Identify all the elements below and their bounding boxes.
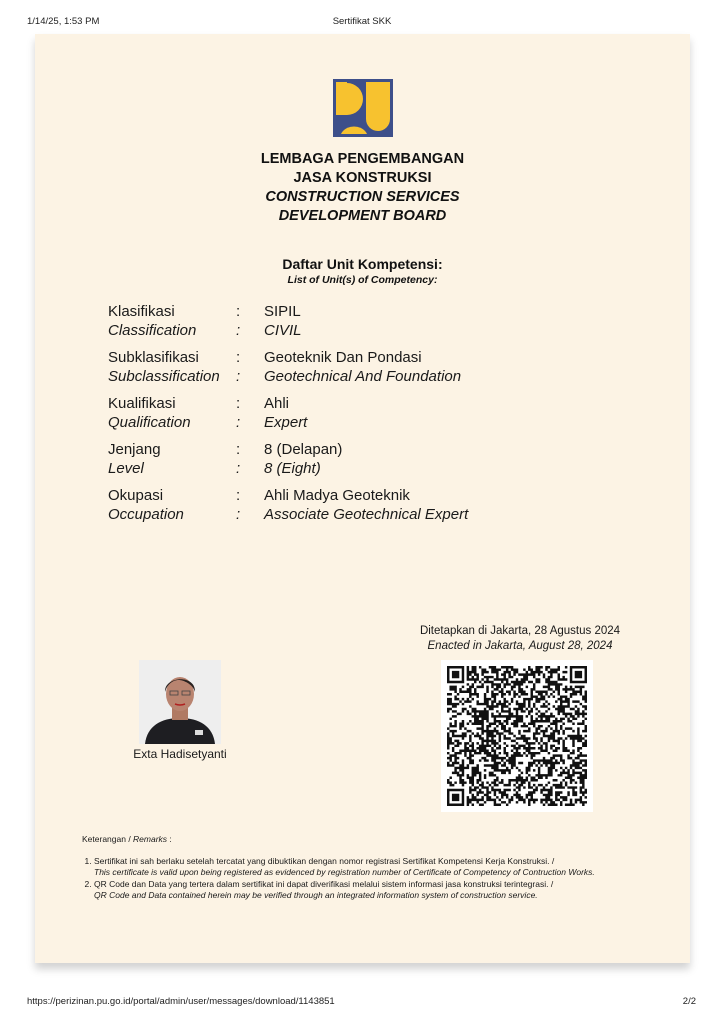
holder-photo [139,660,221,744]
field-separator: : [236,303,241,320]
field-separator: : [236,506,241,523]
remarks-title-id: Keterangan / [82,834,134,844]
qr-code[interactable] [441,660,593,812]
org-line-2: JASA KONSTRUKSI [293,170,432,186]
org-line-3: CONSTRUCTION SERVICES [265,189,460,205]
remark-text-id: Sertifikat ini sah berlaku setelah tercatat yang dibuktikan dengan nomor registrasi Sertifikat Kompetensi Kerja Konstruksi. / [94,855,555,866]
field-separator: : [236,487,241,504]
org-line-4: DEVELOPMENT BOARD [278,208,447,224]
field-value: Ahli Madya Geoteknik [264,487,410,504]
field-label: Subklasifikasi [108,349,199,366]
field-separator: : [236,414,241,431]
remarks-title-en: Remarks [133,834,168,844]
field-value-en: Expert [264,414,308,431]
print-page-title: Sertifikat SKK [332,16,392,27]
field-qualification [108,394,468,432]
field-label-en: Classification [108,322,197,339]
field-label: Klasifikasi [108,303,175,320]
enacted-en: Enacted in Jakarta, August 28, 2024 [427,640,613,652]
list-title [35,256,690,287]
field-value-en: Associate Geotechnical Expert [264,506,469,523]
field-value-en: 8 (Eight) [264,460,321,477]
field-value: Geoteknik Dan Pondasi [264,349,422,366]
remarks-list [82,856,662,902]
qr-modules [447,666,587,806]
field-label-en: Occupation [108,506,184,523]
field-value-en: Geotechnical And Foundation [264,368,462,385]
field-label: Okupasi [108,487,164,504]
field-label: Jenjang [108,441,161,458]
field-value: SIPIL [264,303,301,320]
remark-text-id: QR Code dan Data yang tertera dalam sertifikat ini dapat diverifikasi melalui sistem informasi jasa konstruksi terintegrasi. / [94,878,554,889]
field-separator: : [236,460,241,477]
remark-text-en: QR Code and Data contained herein may be verified through an integrated information system of construction service. [94,890,538,900]
remark-item [94,879,662,902]
field-separator: : [236,441,241,458]
holder-name: Exta Hadisetyanti [133,747,227,761]
certificate-page [35,34,690,963]
remarks-section [82,834,662,902]
org-line-1: LEMBAGA PENGEMBANGAN [260,151,465,167]
field-classification [108,302,468,340]
field-subclassification [108,348,468,386]
remarks-title [82,834,662,846]
print-url: https://perizinan.pu.go.id/portal/admin/user/messages/download/1143851 [27,996,335,1007]
pu-logo-icon [333,79,393,137]
enactment [405,624,635,654]
field-separator: : [236,395,241,412]
field-value-en: CIVIL [264,322,302,339]
remark-item [94,856,662,879]
field-separator: : [236,349,241,366]
remark-text-en: This certificate is valid upon being registered as evidenced by registration number of Certificate of Competency of Contruction Works. [94,867,595,877]
list-title-id: Daftar Unit Kompetensi: [282,256,443,272]
field-occupation [108,486,468,524]
print-page-count: 2/2 [682,996,696,1007]
field-value: 8 (Delapan) [264,441,343,458]
list-title-en: List of Unit(s) of Competency: [287,274,438,286]
field-label-en: Level [108,460,144,477]
competency-fields [108,302,468,532]
print-timestamp: 1/14/25, 1:53 PM [27,16,100,27]
field-separator: : [236,322,241,339]
field-label: Kualifikasi [108,395,176,412]
field-label-en: Subclassification [108,368,220,385]
organization-name [35,150,690,226]
enacted-id: Ditetapkan di Jakarta, 28 Agustus 2024 [419,625,621,637]
field-separator: : [236,368,241,385]
field-level [108,440,468,478]
field-label-en: Qualification [108,414,191,431]
remarks-title-suffix: : [167,834,172,844]
field-value: Ahli [264,395,290,412]
